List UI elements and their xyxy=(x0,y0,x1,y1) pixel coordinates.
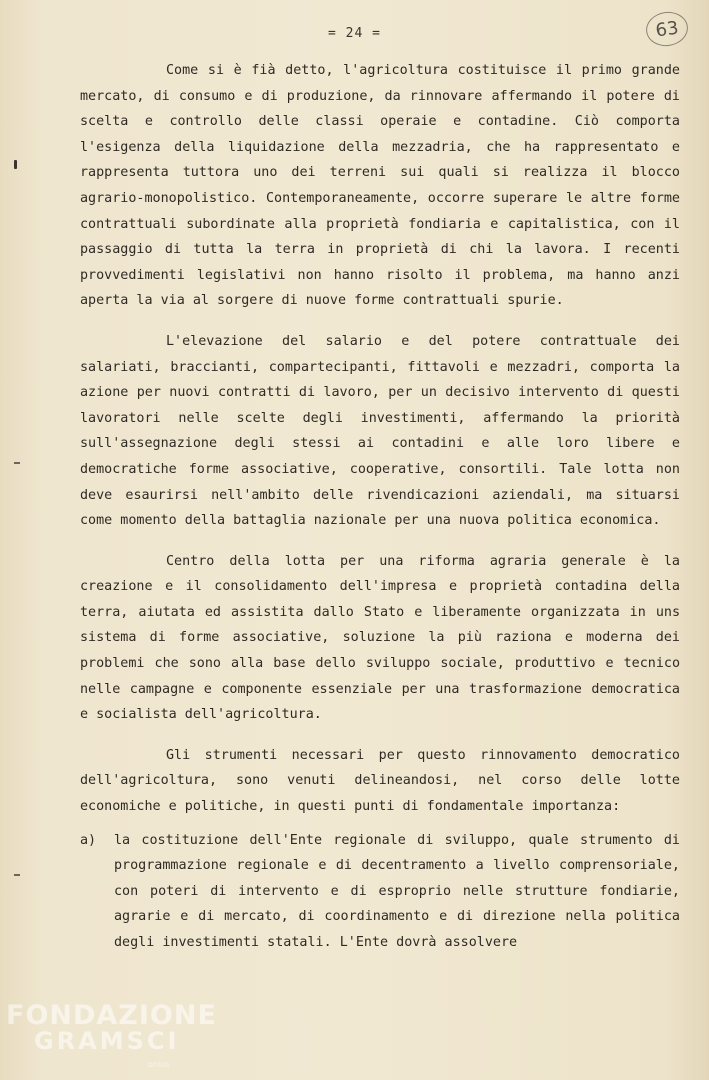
punch-hole-mark xyxy=(14,160,17,169)
document-body xyxy=(80,58,680,956)
archive-number-stamp: 63 xyxy=(644,9,690,49)
watermark-logo xyxy=(6,1000,217,1055)
list-item-text: la costituzione dell'Ente regionale di sviluppo, quale strumento di programmazione regionale e di decentramento a livello comprensoriale, con poteri di intervento e di esproprio nelle strutture fondiarie, agrarie e di mercato, di coordinamento e di direzione nella politica degli investimenti statali. L'Ente dovrà assolvere xyxy=(114,832,680,950)
paragraph-3: Centro della lotta per una riforma agraria generale è la creazione e il consolidamento dell'impresa e proprietà contadina della terra, aiutata ed assistita dallo Stato e liberamente organizzata in uns sistema di forme associative, soluzione la più raziona e moderna dei problemi che sono alla base dello sviluppo sociale, produttivo e tecnico nelle campagne e componente essenziale per una trasformazione democratica e socialista dell'agricoltura. xyxy=(80,553,680,723)
watermark-line2: GRAMSCI xyxy=(34,1027,180,1055)
paragraph-2: L'elevazione del salario e del potere contrattuale dei salariati, braccianti, compartecipanti, fittavoli e mezzadri, comporta la azione per nuovi contratti di lavoro, per un decisivo intervento di questi lavoratori nelle scelte degli investimenti, affermando la priorità sull'assegnazione degli stessi ai contadini e alle loro libere e democratiche forme associative, cooperative, consortili. Tale lotta non deve esaurirsi nell'ambito delle rivendicazioni aziendali, ma situarsi come momento della battaglia nazionale per una nuova politica economica. xyxy=(80,333,680,529)
list-item-a xyxy=(80,828,680,956)
watermark-small: onlus xyxy=(148,1060,170,1069)
watermark-line1: FONDAZIONE xyxy=(6,1000,217,1031)
margin-tick xyxy=(14,874,20,876)
margin-tick xyxy=(14,462,20,464)
list-marker: a) xyxy=(80,832,97,848)
page-number: = 24 = xyxy=(328,26,381,41)
paragraph-1: Come si è fià detto, l'agricoltura costituisce il primo grande mercato, di consumo e di produzione, da rinnovare affermando il potere di scelta e controllo delle classi operaie e contadine. Ciò comporta l'esigenza della liquidazione della mezzadria, che ha rappresentato e rappresenta tuttora uno dei terreni sui quali si realizza il blocco agrario-monopolistico. Contemporaneamente, occorre superare le altre forme contrattuali subordinate alla proprietà fondiaria e capitalistica, con il passaggio di tutta la terra in proprietà di chi la lavora. I recenti provvedimenti legislativi non hanno risolto il problema, ma hanno anzi aperta la via al sorgere di nuove forme contrattuali spurie. xyxy=(80,63,680,309)
paragraph-4: Gli strumenti necessari per questo rinnovamento democratico dell'agricoltura, sono venuti delineandosi, nel corso delle lotte economiche e politiche, in questi punti di fondamentale importanza: xyxy=(80,747,680,815)
